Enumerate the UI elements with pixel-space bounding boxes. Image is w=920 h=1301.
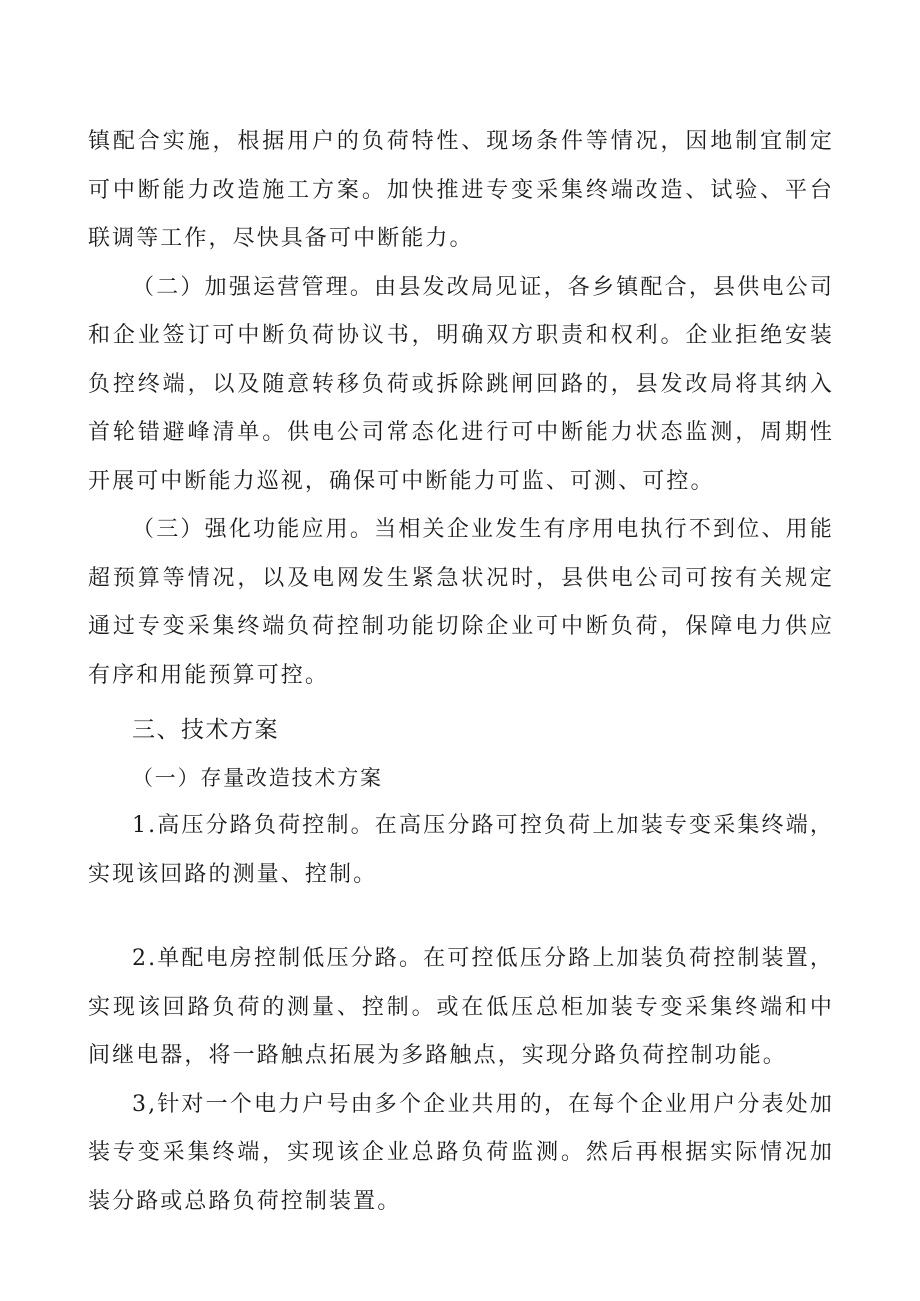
paragraph-item-3: 3,针对一个电力户号由多个企业共用的，在每个企业用户分表处加装专变采集终端，实现该企业总路负荷监测。然后再根据实际情况加装分路或总路负荷控制装置。 — [88, 1091, 834, 1214]
subsection-heading-retrofit: （一）存量改造技术方案 — [132, 766, 383, 790]
paragraph-function-application: （三）强化功能应用。当相关企业发生有序用电执行不到位、用能超预算等情况，以及电网发生紧急状况时，县供电公司可按有关规定通过专变采集终端负荷控制功能切除企业可中断负荷，保障电力供应有序和用能预算可控。 — [88, 517, 834, 688]
paragraph-continued: 镇配合实施，根据用户的负荷特性、现场条件等情况，因地制宜制定可中断能力改造施工方案。加快推进专变采集终端改造、试验、平台联调等工作，尽快具备可中断能力。 — [88, 129, 834, 251]
paragraph-item-1: 1.高压分路负荷控制。在高压分路可控负荷上加装专变采集终端，实现该回路的测量、控制。 — [88, 813, 834, 887]
paragraph-item-2: 2.单配电房控制低压分路。在可控低压分路上加装负荷控制装置，实现该回路负荷的测量、控制。或在低压总柜加装专变采集终端和中间继电器，将一路触点拓展为多路触点，实现分路负荷控制功能。 — [88, 946, 834, 1068]
spacer — [88, 899, 834, 935]
paragraph-operations-management: （二）加强运营管理。由县发改局见证，各乡镇配合，县供电公司和企业签订可中断负荷协议书，明确双方职责和权利。企业拒绝安装负控终端，以及随意转移负荷或拆除跳闸回路的，县发改局将其纳入首轮错避峰清单。供电公司常态化进行可中断能力状态监测，周期性开展可中断能力巡视，确保可中断能力可监、可测、可控。 — [88, 274, 834, 494]
section-heading-technical-plan: 三、技术方案 — [132, 717, 279, 743]
document-page — [88, 118, 834, 1226]
